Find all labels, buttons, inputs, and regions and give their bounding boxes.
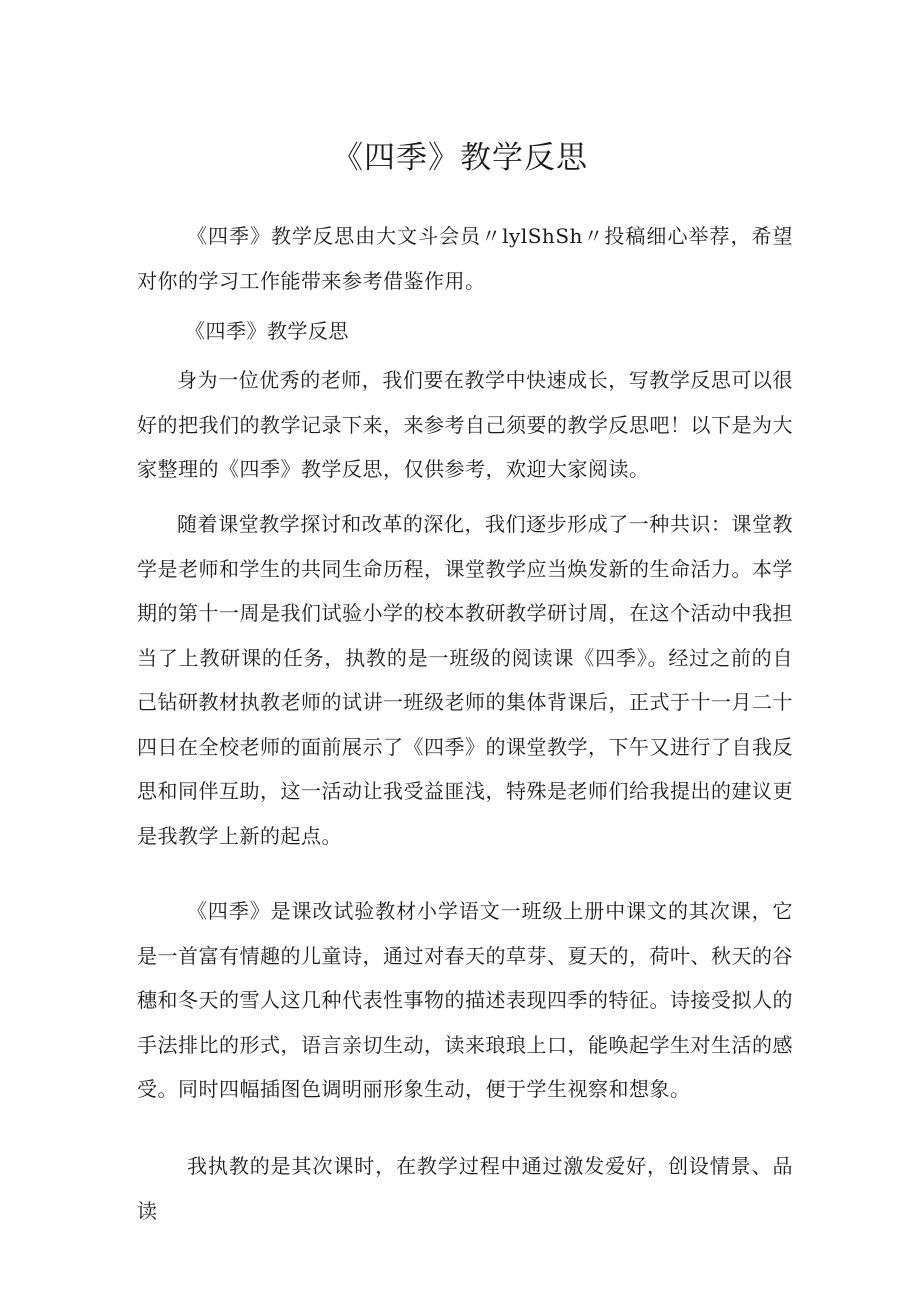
document-title: 《四季》教学反思 — [332, 140, 588, 176]
intro-paragraph: 《四季》教学反思由大文斗会员〃lylShSh〃投稿细心举荐，希望对你的学习工作能带来参考借鉴作用。 — [137, 224, 793, 293]
body-paragraph: 《四季》是课改试验教材小学语文一班级上册中课文的其次课，它是一首富有情趣的儿童诗，通过对春天的草芽、夏天的，荷叶、秋天的谷穗和冬天的雪人这几种代表性事物的描述表现四季的特征。诗接受拟人的手法排比的形式，语言亲切生动，读来琅琅上口，能唤起学生对生活的感受。同时四幅插图色调明丽形象生动，便于学生视察和想象。 — [137, 899, 793, 1101]
body-paragraph: 身为一位优秀的老师，我们要在教学中快速成长，写教学反思可以很好的把我们的教学记录下来，来参考自己须要的教学反思吧！以下是为大家整理的《四季》教学反思，仅供参考，欢迎大家阅读。 — [137, 368, 793, 481]
section-subheading: 《四季》教学反思 — [185, 319, 349, 343]
body-paragraph: 随着课堂教学探讨和改革的深化，我们逐步形成了一种共识：课堂教学是老师和学生的共同生命历程，课堂教学应当焕发新的生命活力。本学期的第十一周是我们试验小学的校本教研教学研讨周，在这个活动中我担当了上教研课的任务，执教的是一班级的阅读课《四季》。经过之前的自己钻研教材执教老师的试讲一班级老师的集体背课后，正式于十一月二十四日在全校老师的面前展示了《四季》的课堂教学，下午又进行了自我反思和同伴互助，这一活动让我受益匪浅，特殊是老师们给我提出的建议更是我教学上新的起点。 — [137, 512, 793, 848]
body-paragraph: 我执教的是其次课时，在教学过程中通过激发爱好，创设情景、品读 — [137, 1154, 793, 1223]
